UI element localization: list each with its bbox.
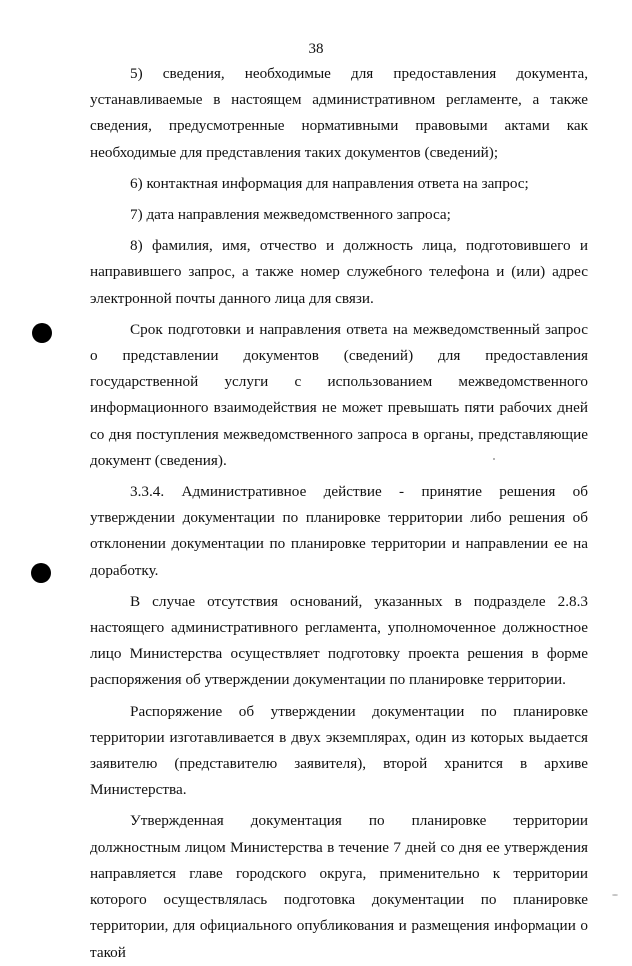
document-body [90, 61, 588, 966]
paragraph-no-grounds: В случае отсутствия оснований, указанных в подразделе 2.8.3 настоящего административного регламента, уполномоченное должностное лицо Министерства осуществляет подготовку проекта решения в форме распоряжения об утверждении документации по планировке территории. [90, 592, 588, 689]
paragraph-order-copies: Распоряжение об утверждении документации по планировке территории изготавливается в двух экземплярах, один из которых выдается заявителю (представителю заявителя), второй хранится в архиве Министерства. [90, 702, 588, 799]
scan-speck [493, 458, 495, 460]
paragraph-response-deadline: Срок подготовки и направления ответа на межведомственный запрос о представлении документов (сведений) для предоставления государственной услуги с использованием межведомственного информационного взаимодействия не может превышать пяти рабочих дней со дня поступления межведомственного запроса в органы, представляющие документ (сведения). [90, 320, 588, 469]
paragraph-approved-documentation: Утвержденная документация по планировке территории должностным лицом Министерства в течение 7 дней со дня ее утверждения направляется главе городского округа, применительно к территории которого осуществлялась подготовка документации по планировке территории, для официального опубликования и размещения информации о такой [90, 812, 588, 961]
scan-speck [612, 894, 618, 896]
paragraph-item-8: 8) фамилия, имя, отчество и должность лица, подготовившего и направившего запрос, а также номер служебного телефона и (или) адрес электронной почты данного лица для связи. [90, 237, 588, 307]
binder-hole [32, 323, 52, 343]
paragraph-section-3-3-4: 3.3.4. Административное действие - принятие решения об утверждении документации по планировке территории либо решения об отклонении документации по планировке территории и направлении ее на доработку. [90, 483, 588, 579]
page-number: 38 [308, 41, 324, 57]
paragraph-item-7: 7) дата направления межведомственного запроса; [130, 206, 451, 224]
paragraph-item-6: 6) контактная информация для направления ответа на запрос; [130, 174, 529, 192]
paragraph-item-5: 5) сведения, необходимые для предоставления документа, устанавливаемые в настоящем административном регламенте, а также сведения, предусмотренные нормативными правовыми актами как необходимые для представления таких документов (сведений); [90, 65, 588, 161]
binder-hole [31, 563, 51, 583]
